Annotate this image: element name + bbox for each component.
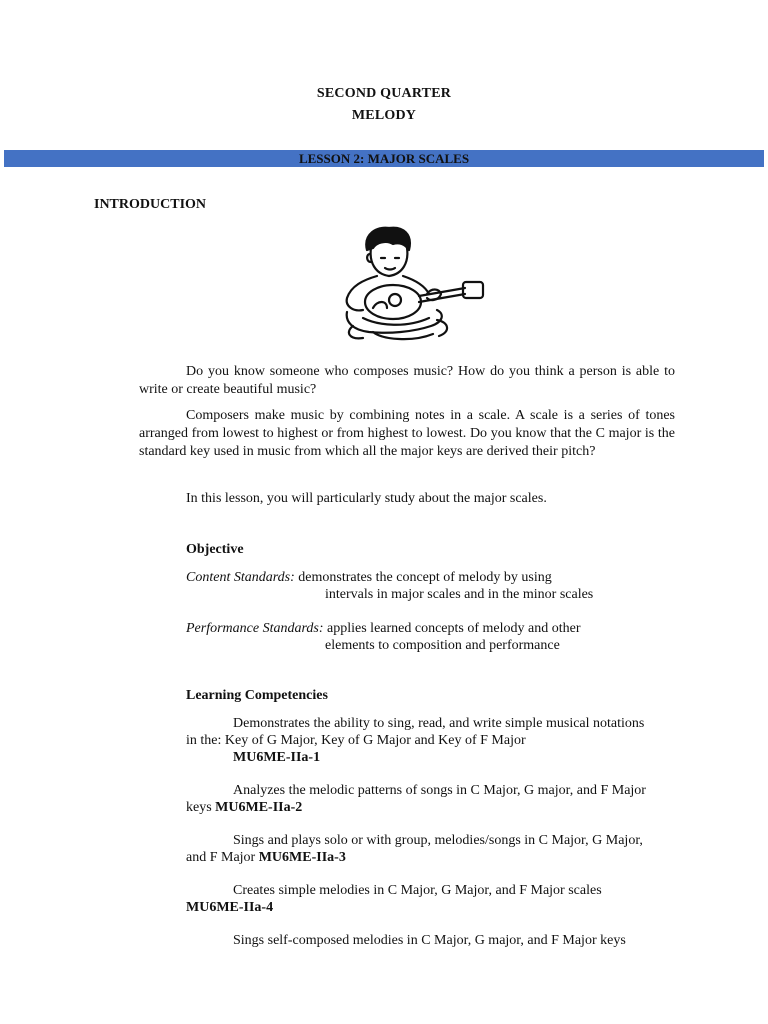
topic-title: MELODY — [351, 108, 417, 123]
performance-standards-continued: elements to composition and performance — [325, 638, 560, 653]
intro-paragraph-1: Do you know someone who composes music? How do you think a person is able to write or create beautiful music? — [139, 364, 675, 397]
competency-code: MU6ME-IIa-2 — [215, 800, 303, 815]
lesson-title: LESSON 2: MAJOR SCALES — [298, 151, 470, 166]
performance-standards — [186, 620, 581, 637]
boy-playing-guitar-icon — [333, 222, 489, 346]
competency-text: Demonstrates the ability to sing, read, and write simple musical notations in the: Key of G Major, Key of G Major and Key of F Major — [186, 716, 645, 748]
competency-text: Sings self-composed melodies in C Major, G major, and F Major keys — [233, 933, 626, 948]
competency-text: Creates simple melodies in C Major, G Major, and F Major scales — [233, 883, 602, 898]
competency-text: Sings and plays solo or with group, melodies/songs in C Major, G Major, and F Major — [186, 833, 643, 865]
objective-heading: Objective — [186, 542, 244, 557]
competency-item — [186, 932, 656, 949]
performance-standards-label: Performance Standards: — [186, 621, 324, 636]
content-standards-continued: intervals in major scales and in the minor scales — [325, 587, 594, 602]
competency-text: Analyzes the melodic patterns of songs in C Major, G major, and F Major keys — [186, 783, 646, 815]
competency-code-line — [186, 749, 656, 766]
competency-item — [186, 832, 656, 866]
performance-standards-text: applies learned concepts of melody and other — [327, 621, 581, 636]
introduction-heading: INTRODUCTION — [94, 197, 207, 212]
lesson-banner — [4, 150, 764, 167]
content-standards — [186, 569, 552, 586]
competency-code: MU6ME-IIa-4 — [186, 900, 274, 915]
content-standards-label: Content Standards: — [186, 570, 295, 585]
competency-item — [186, 715, 656, 766]
competency-code: MU6ME-IIa-3 — [258, 850, 346, 865]
intro-paragraph-3: In this lesson, you will particularly study about the major scales. — [186, 491, 547, 506]
competency-code: MU6ME-IIa-1 — [233, 750, 321, 765]
content-standards-text: demonstrates the concept of melody by using — [298, 570, 552, 585]
competencies-heading: Learning Competencies — [186, 688, 328, 703]
intro-paragraph-2: Composers make music by combining notes in a scale. A scale is a series of tones arranged from lowest to highest or from highest to lowest. Do you know that the C major is the standard key used in music from which all the major keys are derived their pitch? — [139, 408, 675, 459]
competency-item — [186, 882, 656, 916]
quarter-title: SECOND QUARTER — [316, 86, 452, 101]
competency-item — [186, 782, 656, 816]
